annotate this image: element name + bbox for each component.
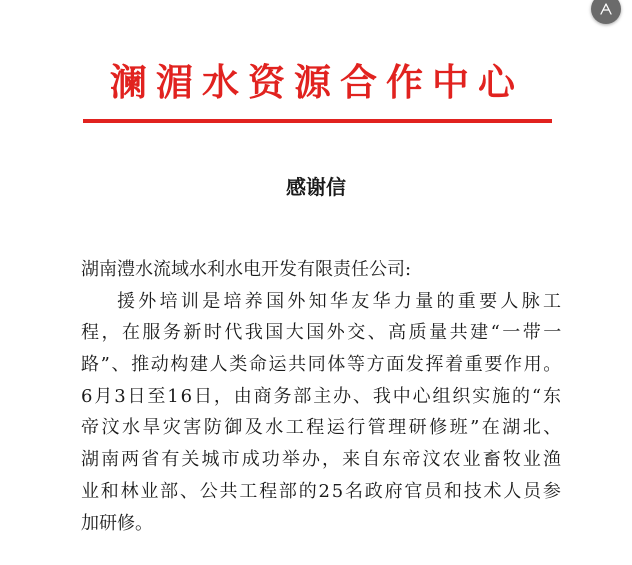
paragraph-line-text: 湖南两省有关城市成功举办，来自东帝汶农业畜牧业渔 (81, 449, 564, 471)
paragraph-line (81, 444, 564, 476)
paragraph-line-text: 路”、推动构建人类命运共同体等方面发挥着重要作用。 (81, 354, 563, 376)
letterhead-org-name: 澜湄水资源合作中心 (110, 60, 524, 104)
font-size-icon[interactable] (591, 0, 621, 24)
letterhead-red-rule (83, 119, 552, 123)
letter-a-glyph (599, 2, 613, 16)
paragraph-line (81, 349, 561, 381)
salutation-text: 湖南澧水流域水利水电开发有限责任公司: (81, 259, 412, 280)
paragraph-line (81, 508, 561, 540)
letter-body (81, 254, 565, 539)
paragraph-line-text: 程，在服务新时代我国大国外交、高质量共建“一带一 (81, 322, 564, 344)
paragraph-line (81, 476, 561, 508)
paragraph-line-text: 加研修。 (81, 512, 153, 534)
paragraph-line (81, 381, 561, 413)
paragraph-line-text: 援外培训是培养国外知华友华力量的重要人脉工 (117, 290, 565, 312)
paragraph-line (81, 412, 564, 444)
paragraph-line-text: 帝汶水旱灾害防御及水工程运行管理研修班”在湖北、 (81, 417, 564, 439)
salutation (81, 254, 561, 286)
paragraph-line (81, 317, 564, 349)
paragraph-line-text: 6月3日至16日，由商务部主办、我中心组织实施的“东 (81, 385, 563, 407)
paragraph-line-text: 业和林业部、公共工程部的25名政府官员和技术人员参 (81, 480, 563, 502)
paragraph-line (81, 286, 565, 318)
letter-title: 感谢信 (286, 175, 346, 199)
